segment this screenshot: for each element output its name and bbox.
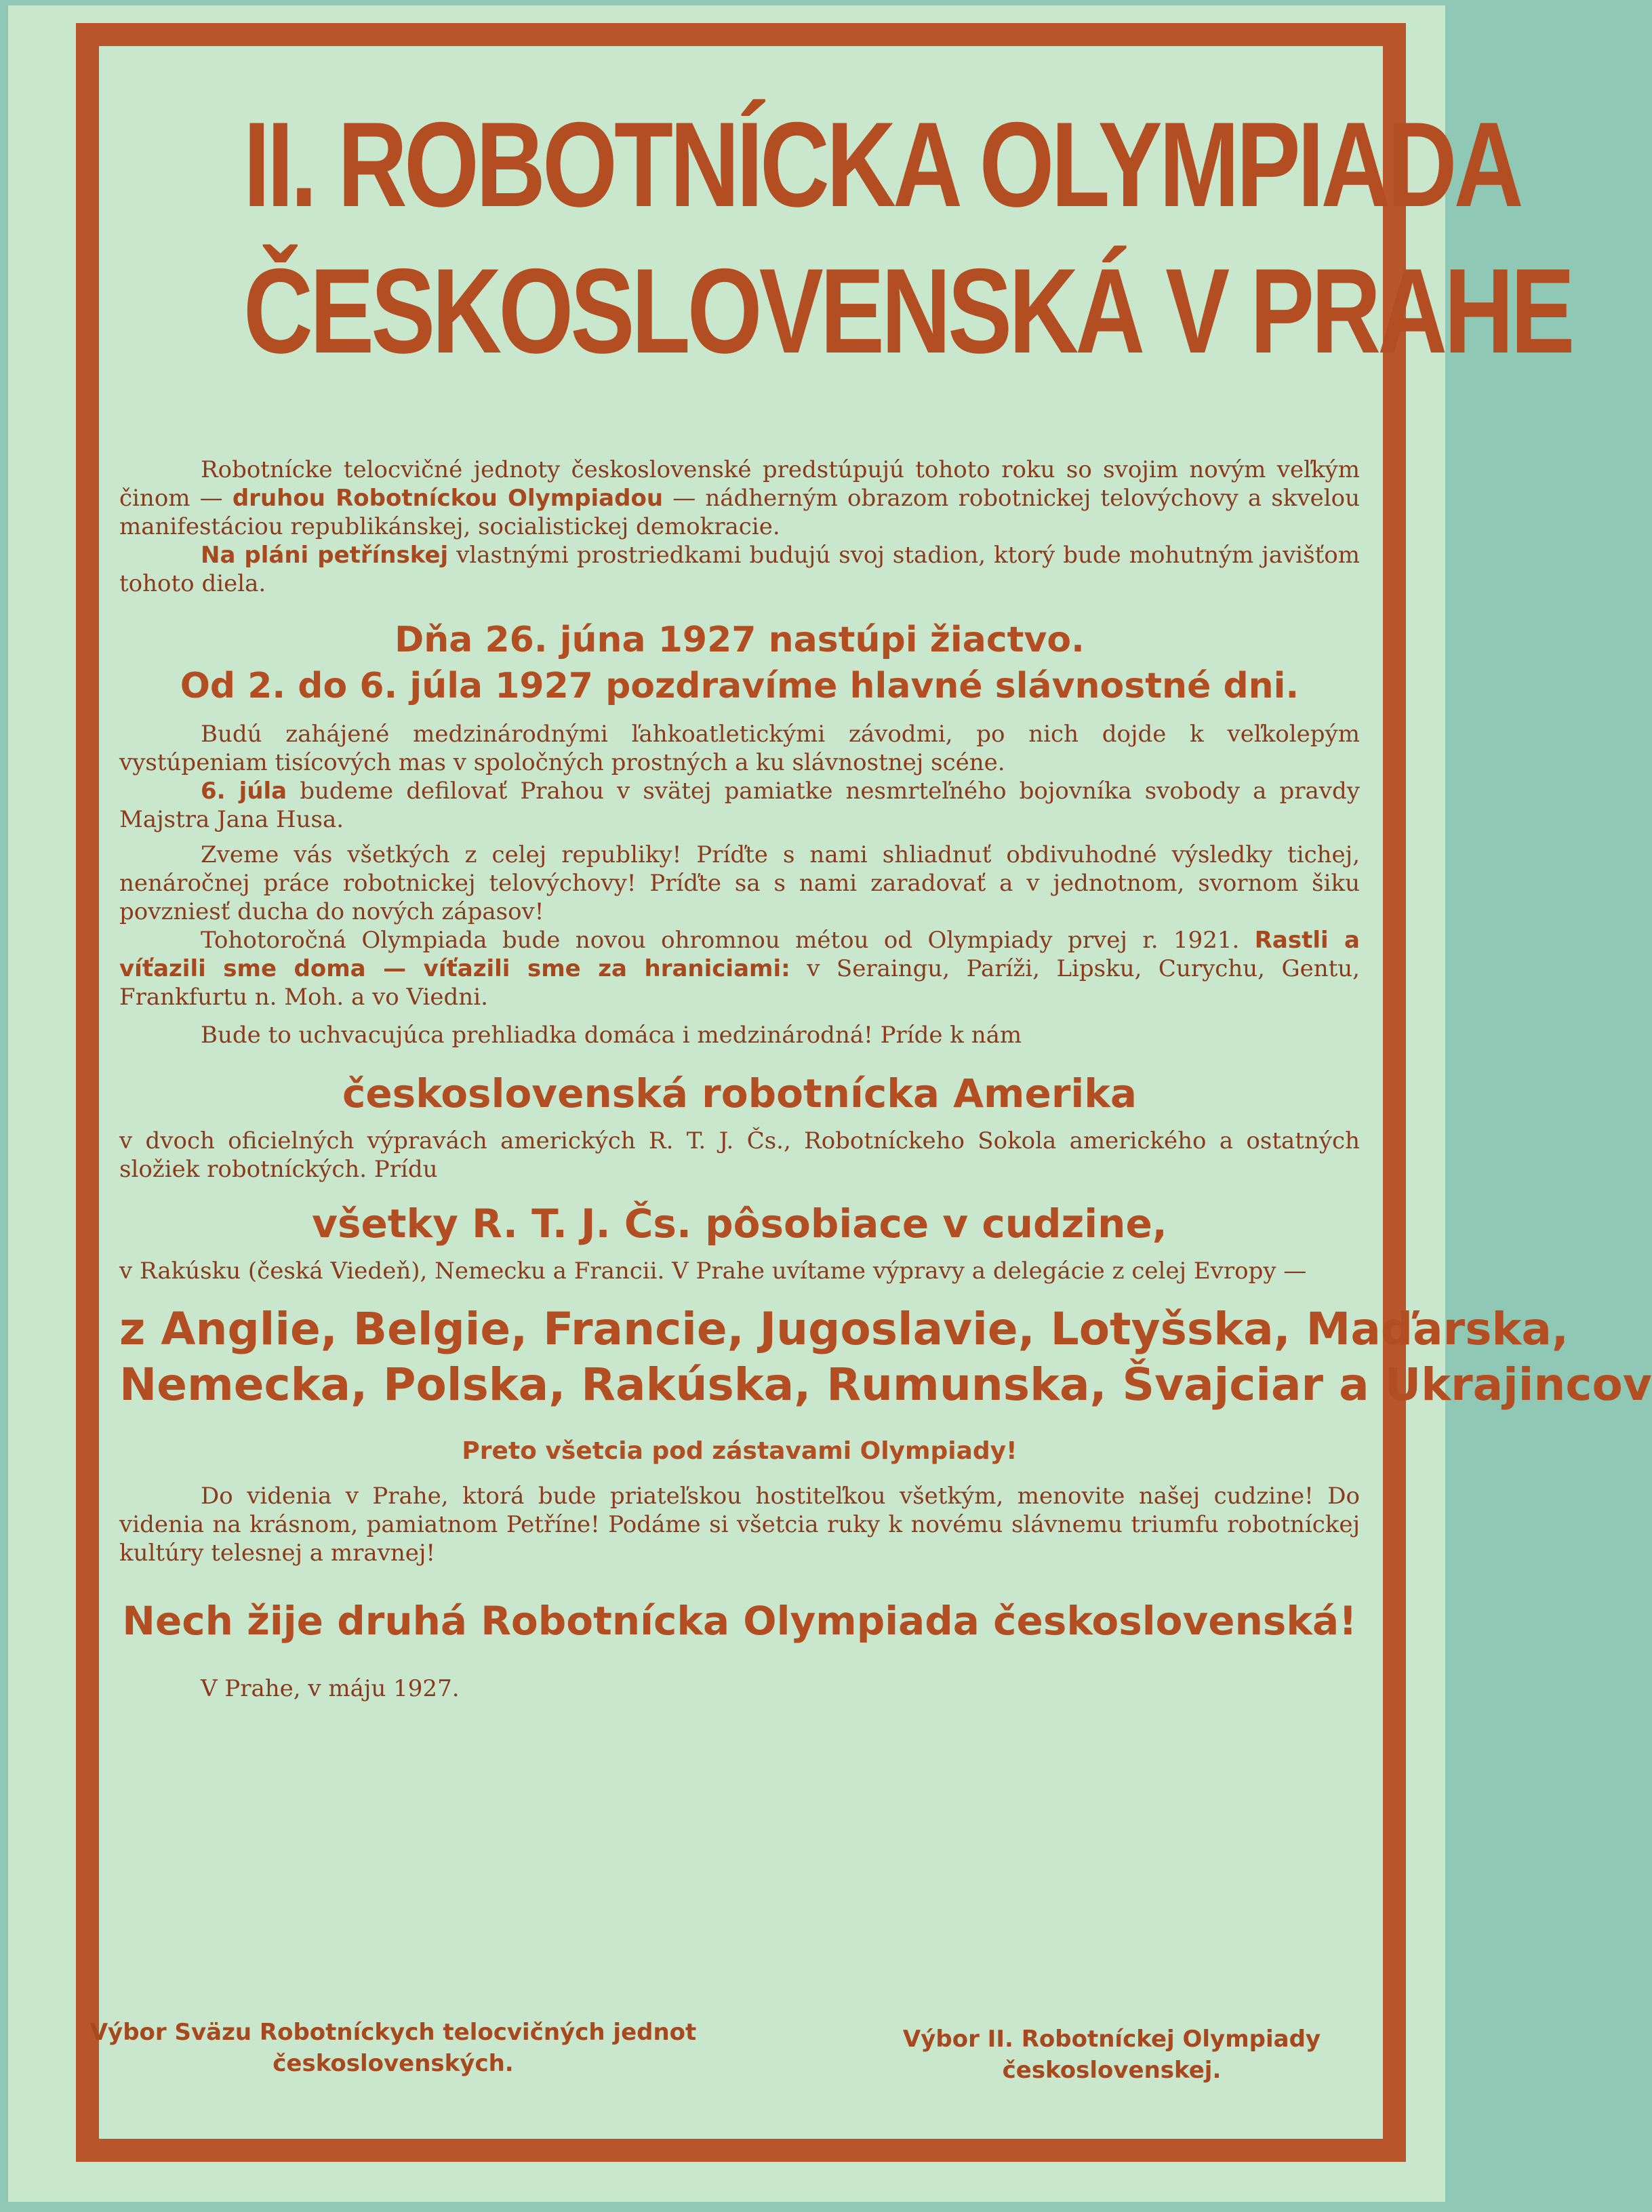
- intro-p1-emphasis: druhou Robotníckou Olympiadou: [232, 485, 664, 512]
- body-paragraph-5: Zveme vás všetkých z celej republiky! Príďte s nami shliadnuť obdivuhodné výsledky tichej, nenáročnej práce robotnickej telovýchovy! Príďte sa s nami zaradovať a v jednotnom, svornom šiku povzniesť ducha do nových zápasov!: [119, 841, 1360, 925]
- body-paragraph-6: [119, 926, 1360, 1011]
- signature-right-line-1: Výbor II. Robotníckej Olympiady: [902, 2026, 1321, 2053]
- body-paragraph-4: [119, 777, 1360, 834]
- closing-slogan: Nech žije druhá Robotnícka Olympiada československá!: [122, 1598, 1357, 1644]
- body-paragraph-3: Budú zahájené medzinárodnými ľahkoatletickými závodmi, po nich dojde k veľkolepým vystúpeniam tisícových mas v spoločných prostných a ku slávnostnej scéne.: [119, 721, 1360, 776]
- date-line-2: Od 2. do 6. júla 1927 pozdravíme hlavné slávnostné dni.: [180, 666, 1300, 706]
- body-p6-start: Tohotoročná Olympiada bude novou ohromnou métou od Olympiady prvej r. 1921.: [201, 927, 1240, 954]
- body-paragraph-7: Bude to uchvacujúca prehliadka domáca i medzinárodná! Príde k nám: [201, 1022, 1022, 1049]
- preto-line: Preto všetcia pod zástavami Olympiady!: [462, 1437, 1018, 1465]
- intro-p1-start: Robotnícke telocvičné jednoty československé predstúpujú tohoto roku so svojim novým veľkým činom —: [119, 456, 1360, 512]
- title-line-1: II. ROBOTNÍCKA OLYMPIADA: [243, 97, 1520, 232]
- body-p4-emphasis: 6. júla: [201, 778, 287, 805]
- intro-paragraph-1: [119, 456, 1360, 541]
- date-line-1: Dňa 26. júna 1927 nastúpi žiactvo.: [395, 620, 1085, 660]
- signature-left-line-2: československých.: [273, 2050, 514, 2077]
- title-line-2: ČESKOSLOVENSKÁ V PRAHE: [243, 243, 1572, 378]
- heading-america: československá robotnícka Amerika: [342, 1070, 1137, 1117]
- signature-right-line-2: československej.: [1002, 2057, 1222, 2084]
- intro-p2-emphasis: Na pláni petřínskej: [201, 542, 449, 569]
- signature-left-line-1: Výbor Sväzu Robotníckych telocvičných jednot: [89, 2019, 697, 2046]
- body-paragraph-8: v dvoch oficielných výpravách amerických R. T. J. Čs., Robotníckeho Sokola amerického a ostatných složiek robotníckých. Prídu: [119, 1127, 1360, 1183]
- countries-line-2: Nemecka, Polska, Rakúska, Rumunska, Švajciar a Ukrajincov: [119, 1359, 1652, 1411]
- body-p4-rest: budeme defilovať Prahou v svätej pamiatke nesmrteľného bojovníka svobody a pravdy Majstra Jana Husa.: [119, 778, 1360, 833]
- body-p6-end: v Seraingu, Paríži, Lipsku, Curychu, Gentu, Frankfurtu n. Moh. a vo Viedni.: [119, 955, 1360, 1011]
- poster-content: [119, 97, 1652, 2149]
- heading-rtj: všetky R. T. J. Čs. pôsobiace v cudzine,: [312, 1201, 1167, 1247]
- intro-p2-rest: vlastnými prostriedkami budujú svoj stadion, ktorý bude mohutným javišťom tohoto diela.: [119, 542, 1361, 597]
- body-paragraph-10: Do videnia v Prahe, ktorá bude priateľskou hostiteľkou všetkým, menovite našej cudzine! Do videnia na krásnom, pamiatnom Petříne! Podáme si všetcia ruky k novému slávnemu triumfu robotníckej kultúry telesnej a mravnej!: [119, 1483, 1360, 1567]
- countries-line-1: z Anglie, Belgie, Francie, Jugoslavie, Lotyšska, Maďarska,: [119, 1303, 1569, 1355]
- signature-right: [874, 2024, 1349, 2086]
- body-p6-emphasis: Rastli a víťazili sme doma — víťazili sme za hraniciami:: [119, 927, 1361, 982]
- intro-p1-end: — nádherným obrazom robotnickej telovýchovy a skvelou manifestáciou republikánskej, socialistickej demokracie.: [119, 485, 1360, 540]
- intro-paragraph-2: [119, 541, 1360, 598]
- signature-left: [88, 2017, 698, 2079]
- place-date: V Prahe, v máju 1927.: [201, 1675, 460, 1702]
- body-paragraph-9: v Rakúsku (česká Viedeň), Nemecku a Francii. V Prahe uvítame výpravy a delegácie z celej Evropy —: [119, 1258, 1307, 1285]
